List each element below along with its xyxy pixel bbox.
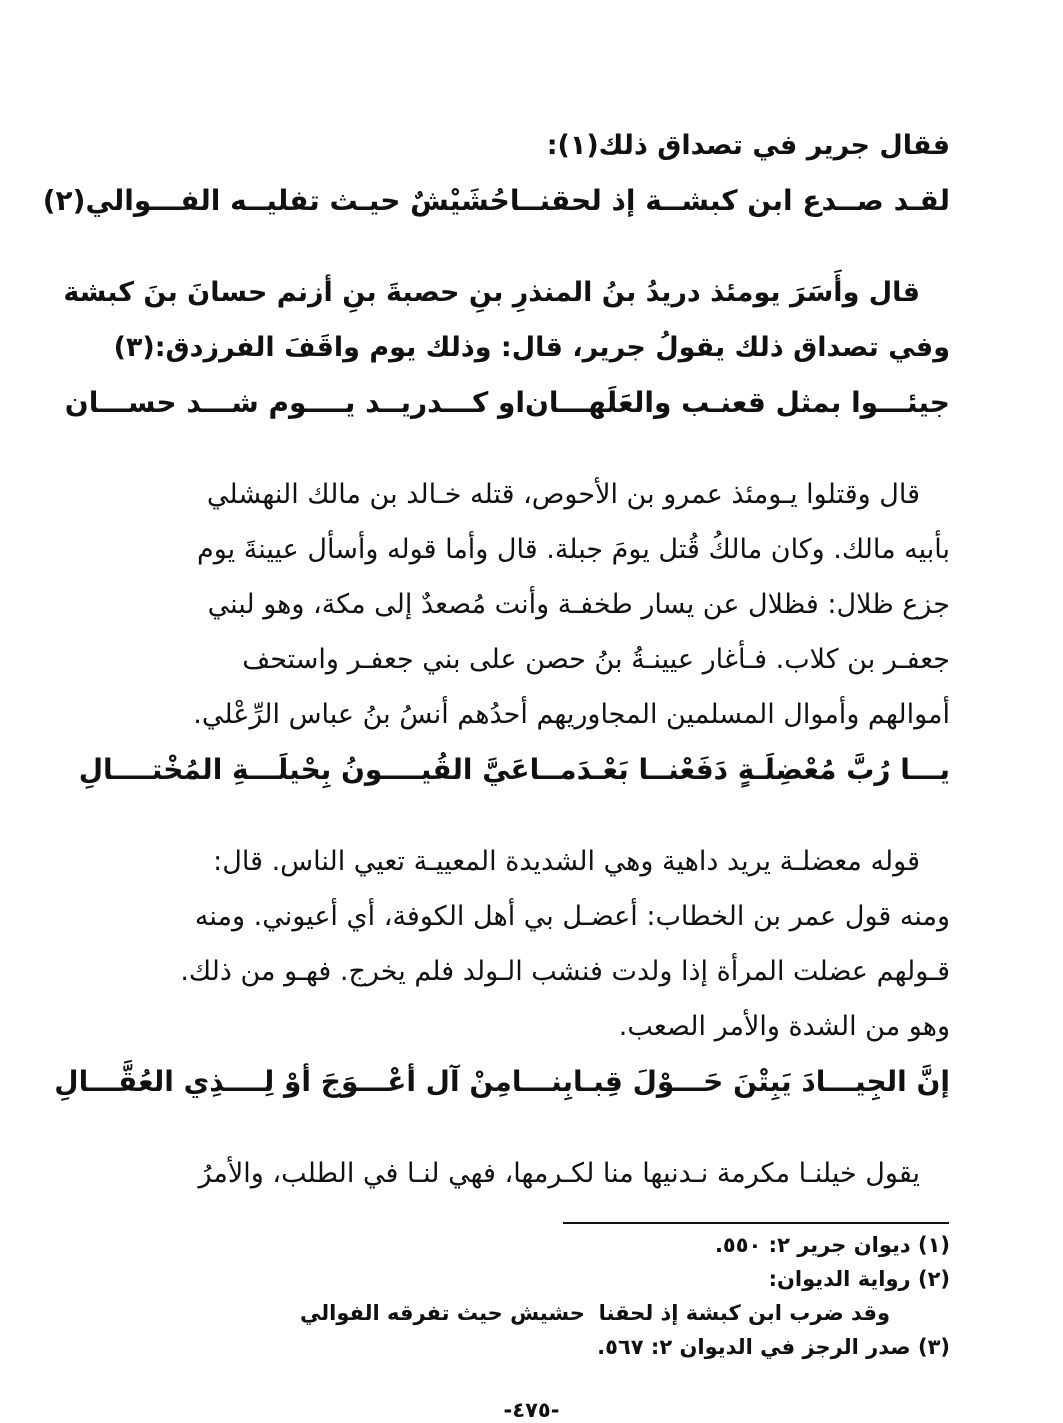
verse-3-first-hemistich: يـــا رُبَّ مُعْضِلَـةٍ دَفَعْنــا بَعْـدَمــا [529, 753, 950, 786]
verse-3 [78, 742, 950, 798]
paragraph-2 [63, 265, 950, 375]
footnotes [300, 1228, 950, 1364]
footnote-2-first-hemistich: وقد ضرب ابن كبشة إذ لحقنا [598, 1301, 890, 1325]
verse-4-first-hemistich: إنَّ الجِيـــادَ يَبِتْنَ حَـــوْلَ قِبـابِنـــا [511, 1065, 950, 1098]
verse-1 [42, 173, 950, 229]
paragraph-line: وفي تصداق ذلك يقولُ جرير، قال: وذلك يوم واقَفَ الفرزدق:(٣) [113, 332, 950, 363]
footnote-1: (١) ديوان جرير ٢: ٥٥٠. [714, 1233, 950, 1257]
paragraph-line: جعفـر بن كلاب. فـأغار عيينـةُ بنُ حصن على بني جعفـر واستحف [242, 644, 950, 675]
paragraph-line: قـولهم عضلت المرأة إذا ولدت فنشب الـولد فلم يخرج. فهـو من ذلك. [180, 956, 950, 987]
intro-line-1: فقال جرير في تصداق ذلك(١): [546, 130, 950, 161]
footnote-divider [563, 1222, 949, 1224]
paragraph-5-line: يقول خيلنـا مكرمة نـدنيها منا لكـرمها، فهي لنـا في الطلب، والأمرُ [198, 1158, 920, 1189]
paragraph-4 [180, 834, 950, 1054]
paragraph-line: أموالهم وأموال المسلمين المجاوريهم أحدُهم أنسُ بنُ عباس الرِّعْلي. [193, 699, 950, 730]
verse-1-first-hemistich: لقـد صــدع ابن كبشــة إذ لحقنــا [509, 184, 950, 217]
verse-2 [64, 375, 950, 431]
paragraph-line: ومنه قول عمر بن الخطاب: أعضـل بي أهل الكوفة، أي أعيوني. ومنه [194, 901, 950, 932]
footnote-2-verse [300, 1296, 950, 1330]
page-body [42, 118, 950, 1201]
verse-4-second-hemistich: مِنْ آل أعْـــوَجَ أوْ لِــــذِي العُقَّـــالِ [54, 1065, 512, 1098]
verse-2-second-hemistich: او كـــدريــد يــــوم شـــد حســـان [64, 386, 525, 419]
page-number: -٤٧٥- [503, 1398, 560, 1422]
footnote-2-second-hemistich: حشيش حيث تفرقه الفوالي [300, 1301, 585, 1325]
verse-1-second-hemistich: حُشَيْشٌ حيـث تفليــه الفـــوالي(٢) [42, 184, 510, 217]
paragraph-line: قال وأَسَرَ يومئذ دريدُ بنُ المنذرِ بنِ حصبةَ بنِ أزنم حسانَ بنَ كبشة [63, 277, 920, 308]
verse-4 [54, 1054, 950, 1110]
paragraph-line: قوله معضلـة يريد داهية وهي الشديدة المعييـة تعيي الناس. قال: [213, 846, 920, 877]
paragraph-line: جزع ظلال: فظلال عن يسار طخفـة وأنت مُصعدٌ إلى مكة، وهو لبني [207, 589, 950, 620]
footnote-3: (٣) صدر الرجز في الديوان ٢: ٥٦٧. [597, 1335, 950, 1359]
verse-2-first-hemistich: جيئـــوا بمثل قعنـب والعَلَهـــان [525, 386, 950, 419]
verse-3-second-hemistich: عَيَّ القُيــــونُ بِحْيلَـــةِ المُخْتــــالِ [78, 753, 530, 786]
paragraph-3 [193, 467, 950, 742]
paragraph-line: قال وقتلوا يـومئذ عمرو بن الأحوص، قتله خـالد بن مالك النهشلي [206, 479, 920, 510]
paragraph-line: بأبيه مالك. وكان مالكُ قُتل يومَ جبلة. قال وأما قوله وأسأل عيينةَ يوم [196, 534, 950, 565]
footnote-2: (٢) رواية الديوان: [768, 1267, 950, 1291]
paragraph-line: وهو من الشدة والأمر الصعب. [618, 1011, 950, 1042]
